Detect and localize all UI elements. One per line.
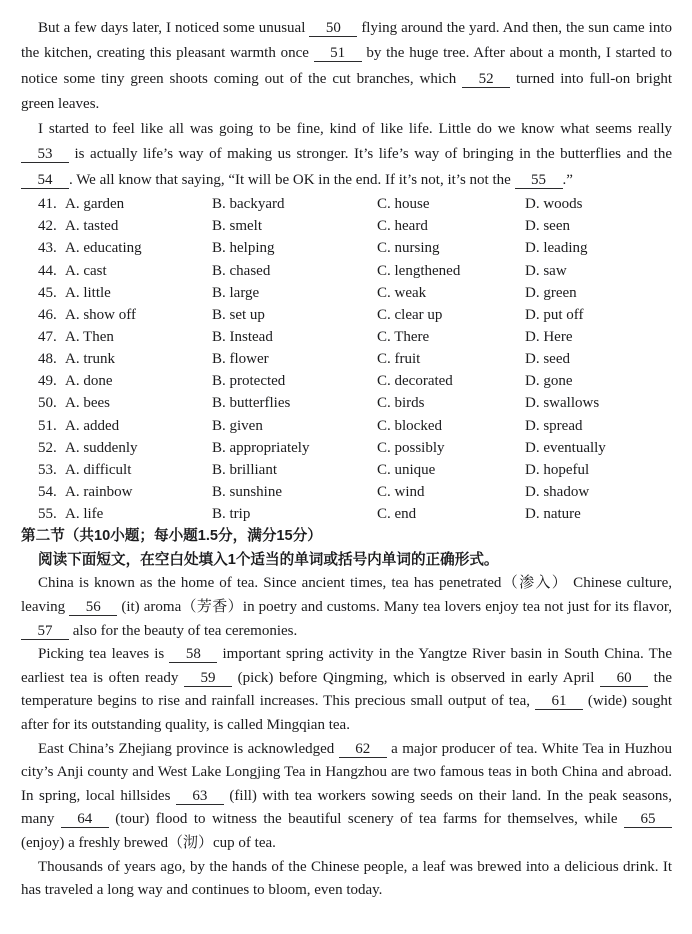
option-a: A. rainbow <box>65 484 133 501</box>
option-c: C. There <box>377 329 430 346</box>
question-number: 53. <box>38 461 57 478</box>
option-d: D. saw <box>525 262 567 279</box>
option-b: B. given <box>212 417 263 434</box>
blank-65: 65 <box>624 811 672 828</box>
question-number: 46. <box>38 306 57 323</box>
option-b: B. flower <box>212 351 269 368</box>
option-d: D. spread <box>525 417 583 434</box>
option-d: D. Here <box>525 329 573 346</box>
option-c: C. birds <box>377 395 425 412</box>
section2-instruction: 阅读下面短文，在空白处填入1个适当的单词或括号内单词的正确形式。 <box>38 551 499 568</box>
question-number: 45. <box>38 284 57 301</box>
question-row <box>38 370 672 392</box>
question-row <box>38 237 672 259</box>
option-d: D. eventually <box>525 439 606 456</box>
option-c: C. house <box>377 196 430 213</box>
question-number: 52. <box>38 439 57 456</box>
passage-paragraph: China is known as the home of tea. Since ancient times, tea has penetrated（渗入） Chinese culture, leaving 56 (it) aroma（芳香）in poetry and customs. Many tea lovers enjoy tea not just for its flavor, 57 also for the beauty of tea ceremonies. <box>21 575 673 639</box>
question-row <box>38 326 672 348</box>
question-row <box>38 415 672 437</box>
option-b: B. appropriately <box>212 439 310 456</box>
question-row <box>38 459 672 481</box>
blank-53: 53 <box>21 146 69 163</box>
option-b: B. butterflies <box>212 395 291 412</box>
question-row <box>38 503 672 525</box>
option-d: D. woods <box>525 196 583 213</box>
question-row <box>38 392 672 414</box>
option-a: A. life <box>65 506 104 523</box>
option-c: C. nursing <box>377 240 440 257</box>
option-a: A. done <box>65 373 113 390</box>
option-d: D. shadow <box>525 484 590 501</box>
option-b: B. chased <box>212 262 271 279</box>
section2-heading: 第二节（共10小题；每小题1.5分，满分15分） <box>21 528 322 545</box>
question-number: 55. <box>38 506 57 523</box>
option-d: D. seed <box>525 351 570 368</box>
question-number: 50. <box>38 395 57 412</box>
option-b: B. smelt <box>212 218 263 235</box>
option-c: C. lengthened <box>377 262 461 279</box>
option-a: A. bees <box>65 395 110 412</box>
question-row <box>38 260 672 282</box>
option-b: B. brilliant <box>212 461 277 478</box>
option-c: C. heard <box>377 218 428 235</box>
question-number: 47. <box>38 329 57 346</box>
option-d: D. gone <box>525 373 573 390</box>
question-number: 49. <box>38 373 57 390</box>
option-d: D. green <box>525 284 577 301</box>
option-a: A. suddenly <box>65 439 138 456</box>
option-c: C. unique <box>377 461 436 478</box>
passage-paragraph: Thousands of years ago, by the hands of the Chinese people, a leaf was brewed into a delicious drink. It has traveled a long way and continues to bloom, even today. <box>21 858 672 899</box>
question-row <box>38 437 672 459</box>
option-a: A. cast <box>65 262 107 279</box>
question-row <box>38 481 672 503</box>
blank-54: 54 <box>21 172 69 189</box>
option-d: D. seen <box>525 218 570 235</box>
option-d: D. leading <box>525 240 588 257</box>
option-a: A. show off <box>65 306 136 323</box>
question-row <box>38 282 672 304</box>
question-number: 44. <box>38 262 57 279</box>
question-row <box>38 348 672 370</box>
blank-59: 59 <box>184 670 232 687</box>
option-c: C. possibly <box>377 439 445 456</box>
blank-52: 52 <box>462 71 510 88</box>
option-b: B. sunshine <box>212 484 283 501</box>
option-a: A. trunk <box>65 351 115 368</box>
passage-paragraph: East China’s Zhejiang province is acknowledged 62 a major producer of tea. White Tea in Huzhou city’s Anji county and West Lake Longjing Tea in Hangzhou are two famous teas in both China and abroad. In spring, local hillsides 63 (fill) with tea workers sowing seeds on their land. In the peak seasons, many 64 (tour) flood to witness the beautiful scenery of tea farms for themselves, while 65 (enjoy) a freshly brewed（沏）cup of tea. <box>21 740 672 851</box>
option-a: A. added <box>65 417 120 434</box>
option-b: B. helping <box>212 240 275 257</box>
question-number: 54. <box>38 484 57 501</box>
option-d: D. nature <box>525 506 581 523</box>
question-number: 41. <box>38 196 57 213</box>
blank-63: 63 <box>176 788 224 805</box>
option-b: B. large <box>212 284 260 301</box>
option-a: A. tasted <box>65 218 119 235</box>
blank-50: 50 <box>309 20 357 37</box>
option-a: A. Then <box>65 329 114 346</box>
option-d: D. swallows <box>525 395 600 412</box>
cloze-passage <box>21 16 672 193</box>
question-number: 42. <box>38 218 57 235</box>
section2-passage <box>21 572 672 902</box>
question-row <box>38 304 672 326</box>
option-c: C. end <box>377 506 417 523</box>
blank-61: 61 <box>535 693 583 710</box>
option-d: D. put off <box>525 306 584 323</box>
option-c: C. decorated <box>377 373 453 390</box>
option-b: B. protected <box>212 373 286 390</box>
option-c: C. weak <box>377 284 427 301</box>
question-row <box>38 193 672 215</box>
option-c: C. fruit <box>377 351 421 368</box>
blank-62: 62 <box>339 741 387 758</box>
cloze-options-table <box>21 193 672 525</box>
option-a: A. little <box>65 284 111 301</box>
option-c: C. blocked <box>377 417 442 434</box>
option-a: A. educating <box>65 240 142 257</box>
blank-64: 64 <box>61 811 109 828</box>
passage-paragraph: I started to feel like all was going to be fine, kind of like life. Little do we know what seems really 53 is actually life’s way of making us stronger. It’s life’s way of bringing in the butterflies and the 54 . We all know that saying, “It will be OK in the end. If it’s not, it’s not the 55 .” <box>21 117 672 193</box>
passage-paragraph: But a few days later, I noticed some unusual 50 flying around the yard. And then, the sun came into the kitchen, creating this pleasant warmth once 51 by the huge tree. After about a month, I started to notice some tiny green shoots coming out of the cut branches, which 52 turned into full-on bright green leaves. <box>21 20 673 112</box>
option-b: B. set up <box>212 306 265 323</box>
passage-paragraph: Picking tea leaves is 58 important spring activity in the Yangtze River basin in South China. The earliest tea is often ready 59 (pick) before Qingming, which is observed in early April 60 the temperature begins to rise and rainfall increases. This precious small output of tea, 61 (wide) sought after for its outstanding quality, is called Mingqian tea. <box>21 646 672 733</box>
blank-57: 57 <box>21 623 69 640</box>
question-number: 51. <box>38 417 57 434</box>
blank-60: 60 <box>600 670 648 687</box>
blank-55: 55 <box>515 172 563 189</box>
option-d: D. hopeful <box>525 461 590 478</box>
question-row <box>38 215 672 237</box>
option-b: B. Instead <box>212 329 273 346</box>
option-c: C. clear up <box>377 306 443 323</box>
option-b: B. trip <box>212 506 251 523</box>
question-number: 43. <box>38 240 57 257</box>
blank-51: 51 <box>314 45 362 62</box>
option-a: A. difficult <box>65 461 132 478</box>
blank-58: 58 <box>169 646 217 663</box>
question-number: 48. <box>38 351 57 368</box>
blank-56: 56 <box>69 599 117 616</box>
option-c: C. wind <box>377 484 425 501</box>
option-a: A. garden <box>65 196 125 213</box>
option-b: B. backyard <box>212 196 285 213</box>
